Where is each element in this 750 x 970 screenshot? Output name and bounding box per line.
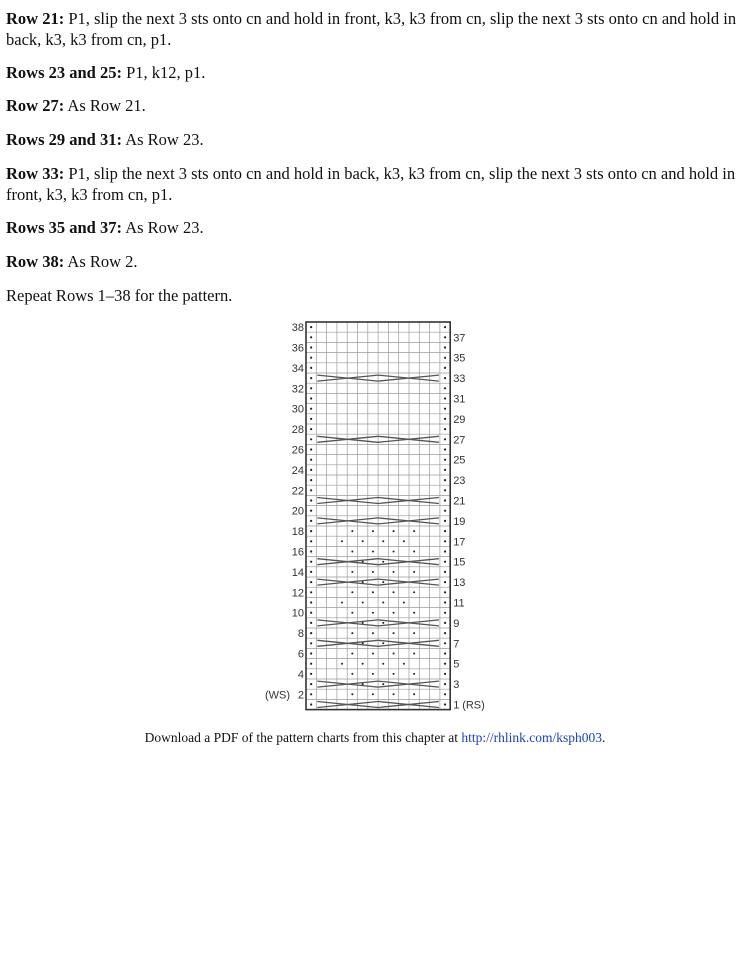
seed-stitch-dot — [382, 663, 384, 665]
row-label-right: 7 — [453, 638, 460, 651]
seed-stitch-dot — [372, 632, 374, 634]
seed-stitch-dot — [351, 632, 353, 634]
purl-dot — [310, 326, 312, 328]
row-label-left: 14 — [291, 566, 304, 579]
purl-dot — [444, 448, 446, 450]
seed-stitch-dot — [372, 673, 374, 675]
purl-dot — [310, 336, 312, 338]
seed-stitch-dot — [393, 571, 395, 573]
seed-stitch-dot — [372, 653, 374, 655]
seed-stitch-dot — [362, 642, 364, 644]
instruction-label: Rows 23 and 25: — [6, 63, 122, 82]
seed-stitch-dot — [372, 693, 374, 695]
purl-dot — [310, 459, 312, 461]
instruction-row-27 — [6, 95, 746, 116]
purl-dot — [444, 510, 446, 512]
purl-dot — [444, 530, 446, 532]
purl-dot — [444, 520, 446, 522]
purl-dot — [444, 469, 446, 471]
purl-dot — [444, 561, 446, 563]
seed-stitch-dot — [393, 551, 395, 553]
row-label-left: 34 — [291, 362, 304, 375]
row-label-left: 4 — [297, 668, 304, 681]
instruction-row-33 — [6, 163, 746, 205]
row-label-right: 3 — [453, 679, 460, 692]
row-label-right: 29 — [453, 413, 466, 426]
seed-stitch-dot — [351, 591, 353, 593]
purl-dot — [310, 418, 312, 420]
seed-stitch-dot — [393, 632, 395, 634]
instruction-rows-23-25 — [6, 62, 746, 83]
seed-stitch-dot — [413, 693, 415, 695]
row-label-left: 12 — [291, 587, 304, 600]
purl-dot — [310, 428, 312, 430]
purl-dot — [310, 387, 312, 389]
purl-dot — [444, 601, 446, 603]
purl-dot — [310, 673, 312, 675]
row-label-left: 38 — [291, 322, 304, 335]
seed-stitch-dot — [393, 530, 395, 532]
purl-dot — [310, 530, 312, 532]
purl-dot — [444, 581, 446, 583]
row-label-right: 1 — [453, 699, 460, 712]
instruction-text: P1, slip the next 3 sts onto cn and hold in back, k3, k3 from cn, slip the next 3 sts onto cn and hold in front, k3, k3 from cn, p1. — [6, 164, 736, 204]
seed-stitch-dot — [341, 602, 343, 604]
row-label-left: 24 — [291, 464, 304, 477]
seed-stitch-dot — [351, 530, 353, 532]
purl-dot — [444, 663, 446, 665]
seed-stitch-dot — [362, 581, 364, 583]
instruction-text: As Row 23. — [125, 130, 204, 149]
purl-dot — [310, 346, 312, 348]
instruction-text: As Row 2. — [67, 252, 138, 271]
purl-dot — [310, 499, 312, 501]
row-label-left: 32 — [291, 383, 304, 396]
row-label-right: 27 — [453, 434, 466, 447]
seed-stitch-dot — [372, 591, 374, 593]
seed-stitch-dot — [362, 602, 364, 604]
purl-dot — [444, 622, 446, 624]
knitting-chart-svg — [262, 318, 492, 718]
seed-stitch-dot — [382, 561, 384, 563]
instruction-row-21 — [6, 8, 746, 50]
instruction-text: As Row 21. — [67, 96, 146, 115]
purl-dot — [444, 612, 446, 614]
row-label-right: 13 — [453, 577, 466, 590]
ws-label: (WS) — [264, 689, 290, 702]
seed-stitch-dot — [413, 653, 415, 655]
row-label-left: 30 — [291, 403, 304, 416]
seed-stitch-dot — [351, 653, 353, 655]
purl-dot — [310, 469, 312, 471]
seed-stitch-dot — [372, 612, 374, 614]
seed-stitch-dot — [362, 663, 364, 665]
seed-stitch-dot — [362, 622, 364, 624]
purl-dot — [444, 336, 446, 338]
purl-dot — [310, 479, 312, 481]
purl-dot — [310, 520, 312, 522]
row-label-right: 5 — [453, 658, 460, 671]
row-label-left: 2 — [297, 689, 304, 702]
purl-dot — [444, 387, 446, 389]
instruction-text: Repeat Rows 1–38 for the pattern. — [6, 286, 233, 305]
row-label-right: 37 — [453, 332, 466, 345]
purl-dot — [310, 489, 312, 491]
seed-stitch-dot — [372, 551, 374, 553]
row-label-left: 16 — [291, 546, 304, 559]
purl-dot — [444, 377, 446, 379]
instruction-label: Rows 35 and 37: — [6, 218, 122, 237]
row-label-right: 9 — [453, 617, 460, 630]
row-label-left: 28 — [291, 424, 304, 437]
purl-dot — [444, 683, 446, 685]
purl-dot — [444, 397, 446, 399]
row-label-left: 20 — [291, 505, 304, 518]
purl-dot — [444, 499, 446, 501]
seed-stitch-dot — [393, 591, 395, 593]
instruction-repeat — [6, 285, 746, 306]
purl-dot — [310, 408, 312, 410]
purl-dot — [310, 561, 312, 563]
seed-stitch-dot — [341, 663, 343, 665]
instruction-label: Row 21: — [6, 9, 65, 28]
instruction-label: Rows 29 and 31: — [6, 130, 122, 149]
purl-dot — [444, 459, 446, 461]
purl-dot — [310, 397, 312, 399]
seed-stitch-dot — [403, 540, 405, 542]
purl-dot — [444, 703, 446, 705]
seed-stitch-dot — [351, 612, 353, 614]
purl-dot — [444, 642, 446, 644]
purl-dot — [444, 428, 446, 430]
purl-dot — [310, 367, 312, 369]
purl-dot — [310, 683, 312, 685]
purl-dot — [310, 652, 312, 654]
seed-stitch-dot — [382, 540, 384, 542]
purl-dot — [444, 540, 446, 542]
purl-dot — [444, 418, 446, 420]
purl-dot — [310, 663, 312, 665]
seed-stitch-dot — [403, 663, 405, 665]
purl-dot — [444, 346, 446, 348]
purl-dot — [444, 326, 446, 328]
row-label-left: 36 — [291, 342, 304, 355]
seed-stitch-dot — [362, 683, 364, 685]
purl-dot — [444, 357, 446, 359]
instruction-text: P1, k12, p1. — [126, 63, 206, 82]
purl-dot — [310, 540, 312, 542]
purl-dot — [310, 601, 312, 603]
instruction-text: As Row 23. — [125, 218, 204, 237]
purl-dot — [310, 642, 312, 644]
seed-stitch-dot — [362, 540, 364, 542]
purl-dot — [310, 571, 312, 573]
purl-dot — [444, 673, 446, 675]
row-label-right: 17 — [453, 536, 466, 549]
row-label-right: 31 — [453, 393, 466, 406]
seed-stitch-dot — [393, 693, 395, 695]
seed-stitch-dot — [382, 642, 384, 644]
purl-dot — [310, 632, 312, 634]
download-link[interactable]: http://rhlink.com/ksph003 — [461, 730, 603, 745]
purl-dot — [444, 438, 446, 440]
row-label-left: 8 — [297, 628, 304, 641]
seed-stitch-dot — [403, 602, 405, 604]
purl-dot — [444, 693, 446, 695]
rs-label: (RS) — [462, 699, 485, 712]
seed-stitch-dot — [382, 683, 384, 685]
purl-dot — [444, 571, 446, 573]
purl-dot — [444, 489, 446, 491]
seed-stitch-dot — [362, 561, 364, 563]
seed-stitch-dot — [413, 632, 415, 634]
seed-stitch-dot — [351, 693, 353, 695]
purl-dot — [310, 448, 312, 450]
seed-stitch-dot — [413, 530, 415, 532]
row-label-right: 35 — [453, 352, 466, 365]
seed-stitch-dot — [372, 530, 374, 532]
row-label-right: 25 — [453, 454, 466, 467]
purl-dot — [310, 357, 312, 359]
instruction-label: Row 33: — [6, 164, 65, 183]
purl-dot — [310, 377, 312, 379]
purl-dot — [310, 612, 312, 614]
row-label-right: 33 — [453, 373, 466, 386]
row-label-left: 10 — [291, 607, 304, 620]
purl-dot — [444, 408, 446, 410]
purl-dot — [310, 703, 312, 705]
purl-dot — [310, 581, 312, 583]
caption-text: Download a PDF of the pattern charts from this chapter at — [144, 730, 462, 745]
purl-dot — [310, 438, 312, 440]
download-caption — [0, 729, 750, 747]
seed-stitch-dot — [351, 571, 353, 573]
purl-dot — [444, 479, 446, 481]
row-label-left: 18 — [291, 526, 304, 539]
purl-dot — [310, 510, 312, 512]
seed-stitch-dot — [413, 551, 415, 553]
seed-stitch-dot — [413, 612, 415, 614]
instruction-row-38 — [6, 251, 746, 272]
instruction-rows-35-37 — [6, 217, 746, 238]
seed-stitch-dot — [393, 673, 395, 675]
row-label-right: 11 — [453, 597, 465, 610]
purl-dot — [310, 550, 312, 552]
purl-dot — [444, 550, 446, 552]
seed-stitch-dot — [393, 612, 395, 614]
knitting-chart — [262, 318, 492, 718]
purl-dot — [444, 632, 446, 634]
purl-dot — [444, 591, 446, 593]
seed-stitch-dot — [382, 602, 384, 604]
purl-dot — [310, 622, 312, 624]
purl-dot — [310, 591, 312, 593]
instruction-label: Row 27: — [6, 96, 65, 115]
row-label-left: 26 — [291, 444, 304, 457]
row-label-right: 15 — [453, 556, 466, 569]
purl-dot — [444, 367, 446, 369]
caption-suffix: . — [602, 730, 606, 745]
seed-stitch-dot — [351, 551, 353, 553]
seed-stitch-dot — [413, 571, 415, 573]
row-label-right: 23 — [453, 475, 466, 488]
instruction-rows-29-31 — [6, 129, 746, 150]
purl-dot — [444, 652, 446, 654]
purl-dot — [310, 693, 312, 695]
seed-stitch-dot — [372, 571, 374, 573]
instruction-text: P1, slip the next 3 sts onto cn and hold in front, k3, k3 from cn, slip the next 3 sts onto cn and hold in back, k3, k3 from cn, p1. — [6, 9, 737, 49]
row-label-right: 21 — [453, 495, 466, 508]
instruction-label: Row 38: — [6, 252, 65, 271]
seed-stitch-dot — [413, 591, 415, 593]
row-label-right: 19 — [453, 515, 466, 528]
seed-stitch-dot — [413, 673, 415, 675]
seed-stitch-dot — [393, 653, 395, 655]
row-label-left: 22 — [291, 485, 304, 498]
row-label-left: 6 — [297, 648, 304, 661]
seed-stitch-dot — [382, 622, 384, 624]
seed-stitch-dot — [341, 540, 343, 542]
seed-stitch-dot — [382, 581, 384, 583]
seed-stitch-dot — [351, 673, 353, 675]
